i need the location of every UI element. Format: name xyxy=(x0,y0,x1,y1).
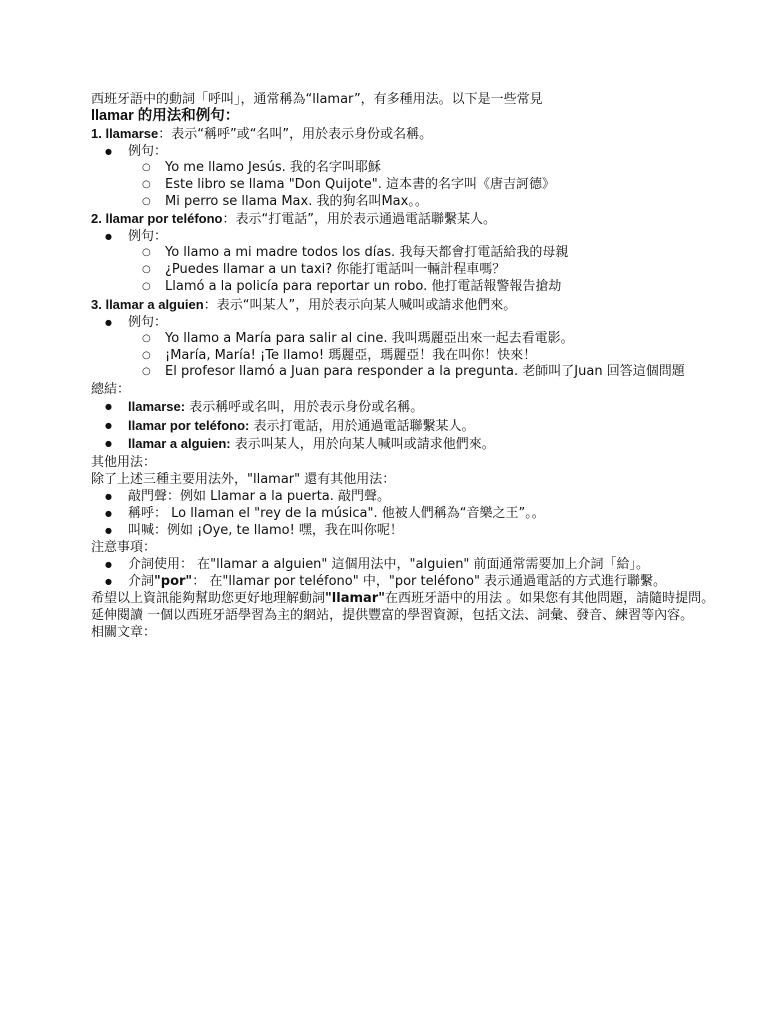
example-item: ○ Yo llamo a mi madre todos los días. 我每天都會打電話給我的母親 xyxy=(91,245,691,262)
closing-post: 在西班牙語中的用法 。如果您有其他問題，請隨時提問。 xyxy=(384,590,715,606)
note-bold: "por" xyxy=(154,573,193,589)
other-use-item: ● 敲門聲：例如 Llamar a la puerta. 敲門聲。 xyxy=(91,488,691,505)
other-uses-intro: 除了上述三種主要用法外，"llamar" 還有其他用法： xyxy=(91,471,396,487)
examples-label: ● 例句： xyxy=(91,314,691,331)
section-list xyxy=(91,314,691,331)
section-term: 2. llamar por teléfono xyxy=(91,211,223,227)
section-heading-llamar-a-alguien xyxy=(91,296,691,314)
summary-text: 表示叫某人，用於向某人喊叫或請求他們來。 xyxy=(230,437,495,453)
section-term: 3. llamar a alguien xyxy=(91,296,204,312)
section-heading-llamarse xyxy=(91,125,691,143)
summary-label: 總結： xyxy=(91,382,131,398)
intro-text: 西班牙語中的動詞「呼叫」，通常稱為“llamar”，有多種用法。以下是一些常見 xyxy=(91,92,543,107)
notes-list xyxy=(91,556,691,590)
main-heading-rest: 的用法和例句： xyxy=(133,108,240,124)
summary-text: 表示稱呼或名叫，用於表示身份或名稱。 xyxy=(185,400,424,416)
example-list xyxy=(91,245,691,295)
section-description: ：表示“打電話”，用於表示通過電話聯繫某人。 xyxy=(222,212,496,228)
section-list xyxy=(91,143,691,160)
note-item xyxy=(91,573,691,590)
examples-label: ● 例句： xyxy=(91,228,691,245)
other-uses-label: 其他用法： xyxy=(91,454,157,470)
example-item: ○ ¡María, María! ¡Te llamo! 瑪麗亞，瑪麗亞！我在叫你！快來！ xyxy=(91,348,691,365)
summary-term: llamarse: xyxy=(128,399,186,415)
example-item: ○ Yo llamo a María para salir al cine. 我叫瑪麗亞出來一起去看電影。 xyxy=(91,331,691,348)
examples-label: ● 例句： xyxy=(91,143,691,160)
section-list xyxy=(91,228,691,245)
other-use-item: ● 稱呼： Lo llaman el "rey de la música". 他被人們稱為“音樂之王”。。 xyxy=(91,505,691,522)
closing-bold: "llamar" xyxy=(325,590,385,606)
example-item: ○ El profesor llamó a Juan para responder a la pregunta. 老師叫了Juan 回答這個問題 xyxy=(91,364,691,381)
section-description: ：表示“叫某人”，用於表示向某人喊叫或請求他們來。 xyxy=(203,297,517,313)
summary-term: llamar a alguien: xyxy=(128,436,231,452)
summary-item xyxy=(91,417,691,436)
summary-text: 表示打電話，用於通過電話聯繫某人。 xyxy=(249,418,475,434)
main-heading-term: llamar xyxy=(91,108,134,124)
example-item: ○ ¿Puedes llamar a un taxi? 你能打電話叫一輛計程車嗎？ xyxy=(91,262,691,279)
closing-pre: 希望以上資訊能夠幫助您更好地理解動詞 xyxy=(91,590,326,606)
section-description: ：表示“稱呼”或“名叫”，用於表示身份或名稱。 xyxy=(158,127,433,142)
example-list xyxy=(91,331,691,381)
example-item: ○ Llamó a la policía para reportar un robo. 他打電話報警報告搶劫 xyxy=(91,279,691,296)
note-post: ： 在"llamar por teléfono" 中，"por teléfono" 表示通過電話的方式進行聯繫。 xyxy=(192,573,667,589)
document-body xyxy=(91,91,715,641)
example-item: ○ Yo me llamo Jesús. 我的名字叫耶穌 xyxy=(91,160,691,177)
main-heading xyxy=(91,108,691,125)
summary-term: llamar por teléfono: xyxy=(128,417,250,433)
summary-item xyxy=(91,435,691,454)
summary-item xyxy=(91,398,691,417)
note-item: ● 介詞使用： 在"llamar a alguien" 這個用法中，"alguien" 前面通常需要加上介詞「給」。 xyxy=(91,556,691,573)
notes-label: 注意事項： xyxy=(91,539,157,555)
summary-list xyxy=(91,398,691,454)
further-reading: 延伸閱讀 一個以西班牙語學習為主的網站，提供豐富的學習資源，包括文法、詞彙、發音、練習等內容。 xyxy=(91,607,694,623)
section-heading-llamar-por-telefono xyxy=(91,210,691,228)
related-articles-label: 相關文章： xyxy=(91,624,157,640)
example-list xyxy=(91,160,691,210)
other-uses-list xyxy=(91,488,691,539)
section-term: 1. llamarse xyxy=(91,126,159,141)
example-item: ○ Este libro se llama "Don Quijote". 這本書的名字叫《唐吉訶德》 xyxy=(91,177,691,194)
example-item: ○ Mi perro se llama Max. 我的狗名叫Max。。 xyxy=(91,194,691,211)
closing-text xyxy=(91,590,715,607)
other-use-item: ● 叫喊：例如 ¡Oye, te llamo! 嘿，我在叫你呢！ xyxy=(91,522,691,539)
note-pre: 介詞 xyxy=(128,573,155,589)
